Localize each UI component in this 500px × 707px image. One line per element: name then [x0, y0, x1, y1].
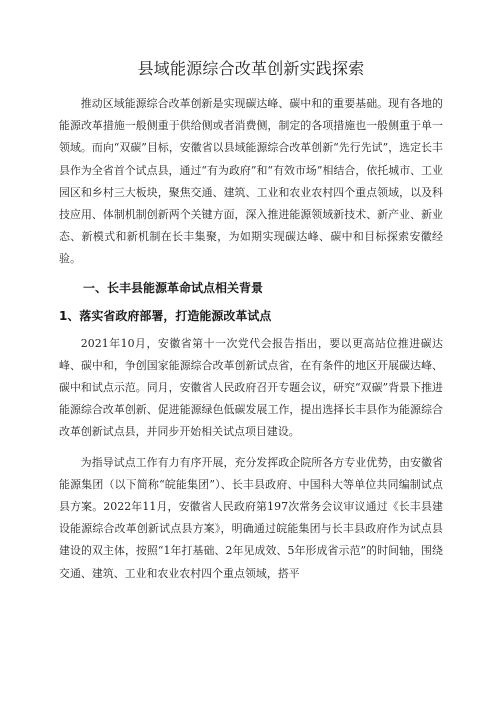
document-title: 县域能源综合改革创新实践探索 [137, 59, 365, 78]
subsection-heading: 1、落实省政府部署，打造能源改革试点 [59, 308, 272, 323]
section-heading: 一、长丰县能源革命试点相关背景 [83, 280, 264, 295]
intro-paragraph: 推动区域能源综合改革创新是实现碳达峰、碳中和的重要基础。现有各地的能源改革措施一般侧重于供给侧或者消费侧，制定的各项措施也一般侧重于单一领域。而向“双碳”目标，安徽省以县域能源综合改革创新“先行先试”，选定长丰县作为全省首个试点县，通过“有为政府”和“有效市场”相结合，依托城市、工业园区和乡村三大板块，聚焦交通、建筑、工业和农业农村四个重点领域，以及科技应用、体制机制创新两个关键方面，深入推进能源领域新技术、新产业、新业态、新模式和新机制在长丰集聚，为如期实现碳达峰、碳中和目标探索安徽经验。 [59, 97, 443, 266]
body-paragraph-2: 为指导试点工作有力有序开展，充分发挥政企院所各方专业优势，由安徽省能源集团（以下简称“皖能集团”）、长丰县政府、中国科大等单位共同编制试点县方案。2022年11月，安徽省人民政府第197次常务会议审议通过《长丰县建设能源综合改革创新试点县方案》，明确通过皖能集团与长丰县政府作为试点县建设的双主体，按照“1年打基础、2年见成效、5年形成省示范”的时间轴，围绕交通、建筑、工业和农业农村四个重点领域，搭平 [59, 455, 443, 580]
document-content [59, 58, 443, 593]
body-paragraph-1: 2021年10月，安徽省第十一次党代会报告指出，要以更高站位推进碳达峰、碳中和，争创国家能源综合改革创新试点省，在有条件的地区开展碳达峰、碳中和试点示范。同月，安徽省人民政府召开专题会议，研究“双碳”背景下推进能源综合改革创新、促进能源绿色低碳发展工作，提出选择长丰县作为能源综合改革创新试点县，并同步开始相关试点项目建设。 [59, 336, 443, 439]
